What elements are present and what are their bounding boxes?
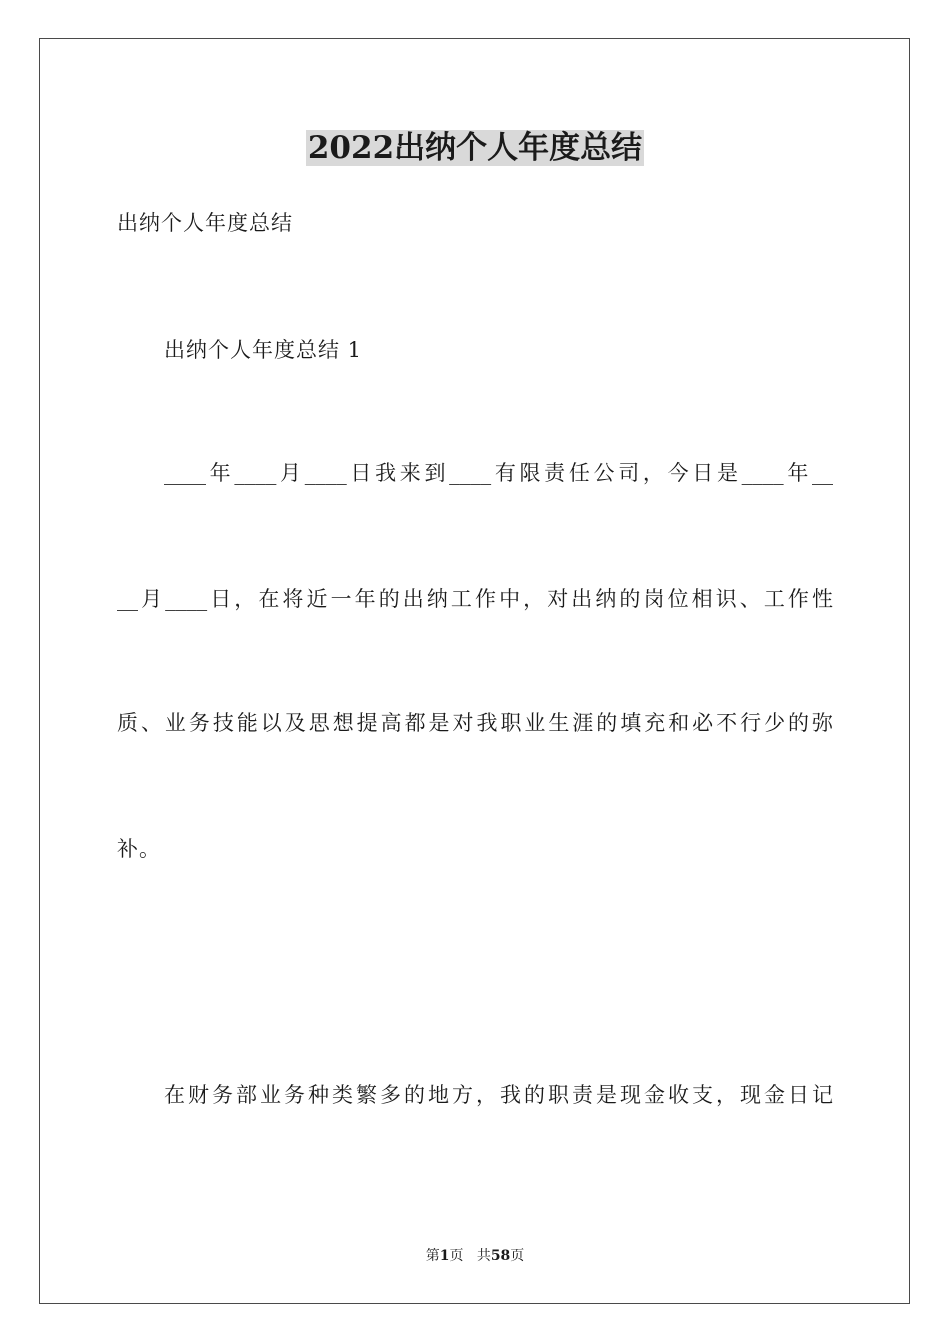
- footer-total-prefix: 共: [476, 1248, 491, 1264]
- footer-page-suffix: 页: [449, 1248, 464, 1264]
- footer-page-prefix: 第: [425, 1248, 440, 1264]
- paragraph-1-line-1: ____年____月____日我来到____有限责任公司，今日是____年__: [164, 461, 833, 485]
- footer-page-number: 1: [439, 1248, 450, 1264]
- document-subtitle: 出纳个人年度总结: [117, 211, 293, 235]
- paragraph-2-line-1: 在财务部业务种类繁多的地方，我的职责是现金收支，现金日记: [164, 1083, 833, 1107]
- footer-total-suffix: 页: [510, 1248, 525, 1264]
- section-heading: 出纳个人年度总结 1: [164, 338, 363, 362]
- paragraph-1-line-2: __月____日，在将近一年的出纳工作中，对出纳的岗位相识、工作性: [117, 587, 833, 611]
- document-title-text: 2022出纳个人年度总结: [307, 130, 643, 166]
- page-footer: [0, 1247, 950, 1265]
- paragraph-1-line-4: 补。: [117, 837, 161, 861]
- document-title: [0, 128, 950, 168]
- paragraph-1-line-3: 质、业务技能以及思想提高都是对我职业生涯的填充和必不行少的弥: [117, 711, 833, 735]
- footer-total-pages: 58: [490, 1248, 511, 1264]
